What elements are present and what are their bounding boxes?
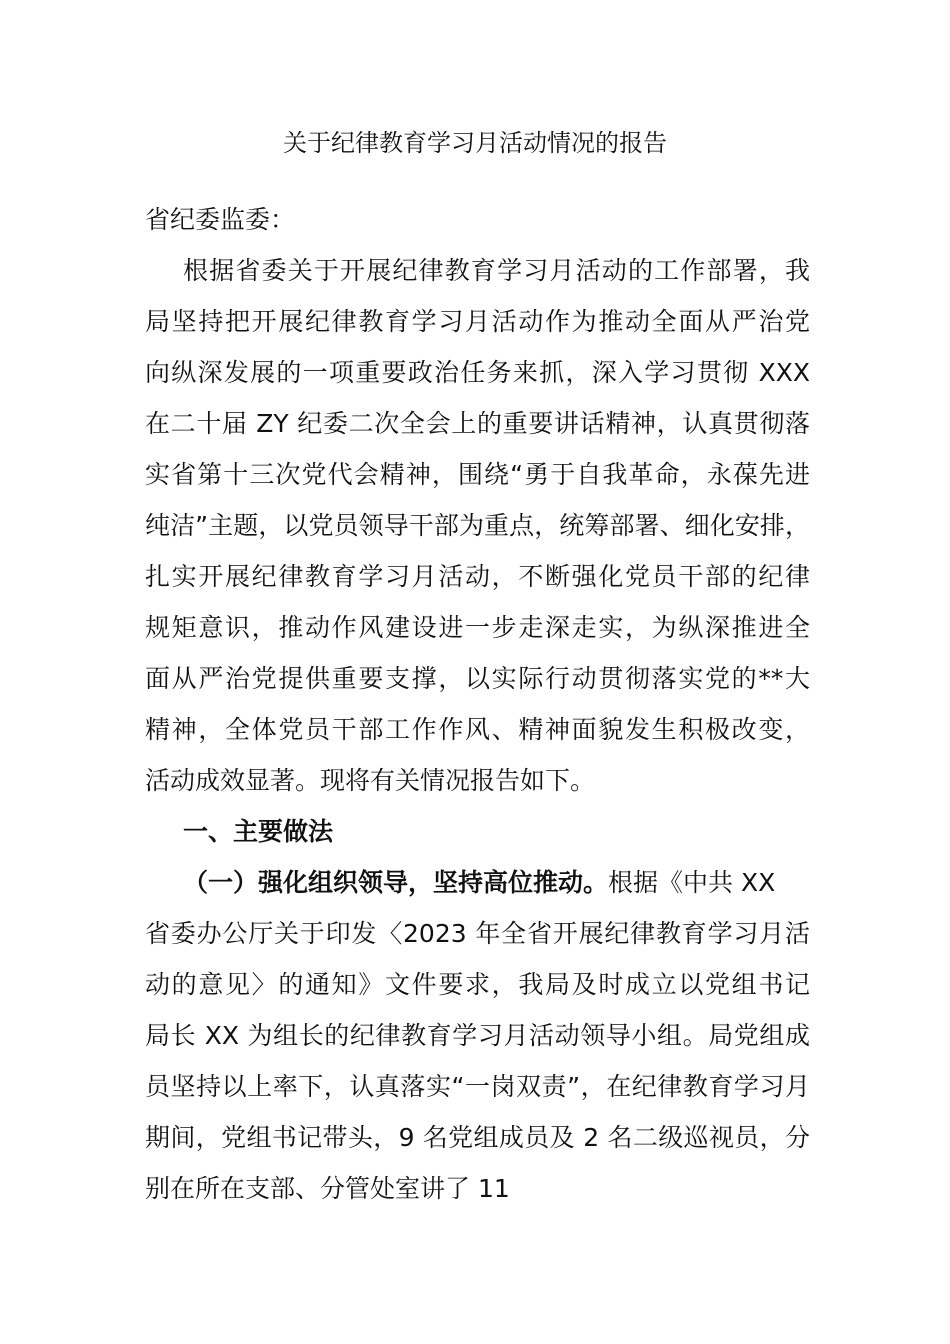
paragraph-line: 员坚持以上率下，认真落实“一岗双责”，在纪律教育学习月 xyxy=(145,1072,810,1101)
subsection-first-line xyxy=(145,857,810,908)
paragraph-line: 动的意见〉的通知》文件要求，我局及时成立以党组书记 xyxy=(145,970,810,999)
paragraph-line: 向纵深发展的一项重要政治任务来抓，深入学习贯彻 XXX xyxy=(145,358,810,387)
document-body xyxy=(145,194,810,1214)
document-title: 关于纪律教育学习月活动情况的报告 xyxy=(283,129,667,157)
subsection-heading: （一）强化组织领导，坚持高位推动。 xyxy=(183,868,609,897)
paragraph-line: 面从严治党提供重要支撑，以实际行动贯彻落实党的**大 xyxy=(145,664,810,693)
paragraph-line: 省委办公厅关于印发〈2023 年全省开展纪律教育学习月活 xyxy=(145,919,810,948)
section-heading: 一、主要做法 xyxy=(183,817,334,846)
subsection-first-line-text: 根据《中共 XX xyxy=(608,868,776,897)
paragraph-line: 扎实开展纪律教育学习月活动，不断强化党员干部的纪律 xyxy=(145,562,810,591)
paragraph-line: 在二十届 ZY 纪委二次全会上的重要讲话精神，认真贯彻落 xyxy=(145,409,810,438)
salutation: 省纪委监委： xyxy=(145,205,296,234)
paragraph-line: 根据省委关于开展纪律教育学习月活动的工作部署，我 xyxy=(183,256,810,285)
paragraph-line: 期间，党组书记带头，9 名党组成员及 2 名二级巡视员，分 xyxy=(145,1123,810,1152)
paragraph-line: 局长 XX 为组长的纪律教育学习月活动领导小组。局党组成 xyxy=(145,1021,810,1050)
paragraph-line: 别在所在支部、分管处室讲了 11 xyxy=(145,1174,510,1203)
paragraph-line: 局坚持把开展纪律教育学习月活动作为推动全面从严治党 xyxy=(145,307,810,336)
paragraph-line: 精神，全体党员干部工作作风、精神面貌发生积极改变， xyxy=(145,715,810,744)
paragraph-line: 活动成效显著。现将有关情况报告如下。 xyxy=(145,766,596,795)
paragraph-line: 纯洁”主题，以党员领导干部为重点，统筹部署、细化安排， xyxy=(145,511,810,540)
paragraph-line: 实省第十三次党代会精神，围绕“勇于自我革命，永葆先进 xyxy=(145,460,810,489)
paragraph-line: 规矩意识，推动作风建设进一步走深走实，为纵深推进全 xyxy=(145,613,810,642)
